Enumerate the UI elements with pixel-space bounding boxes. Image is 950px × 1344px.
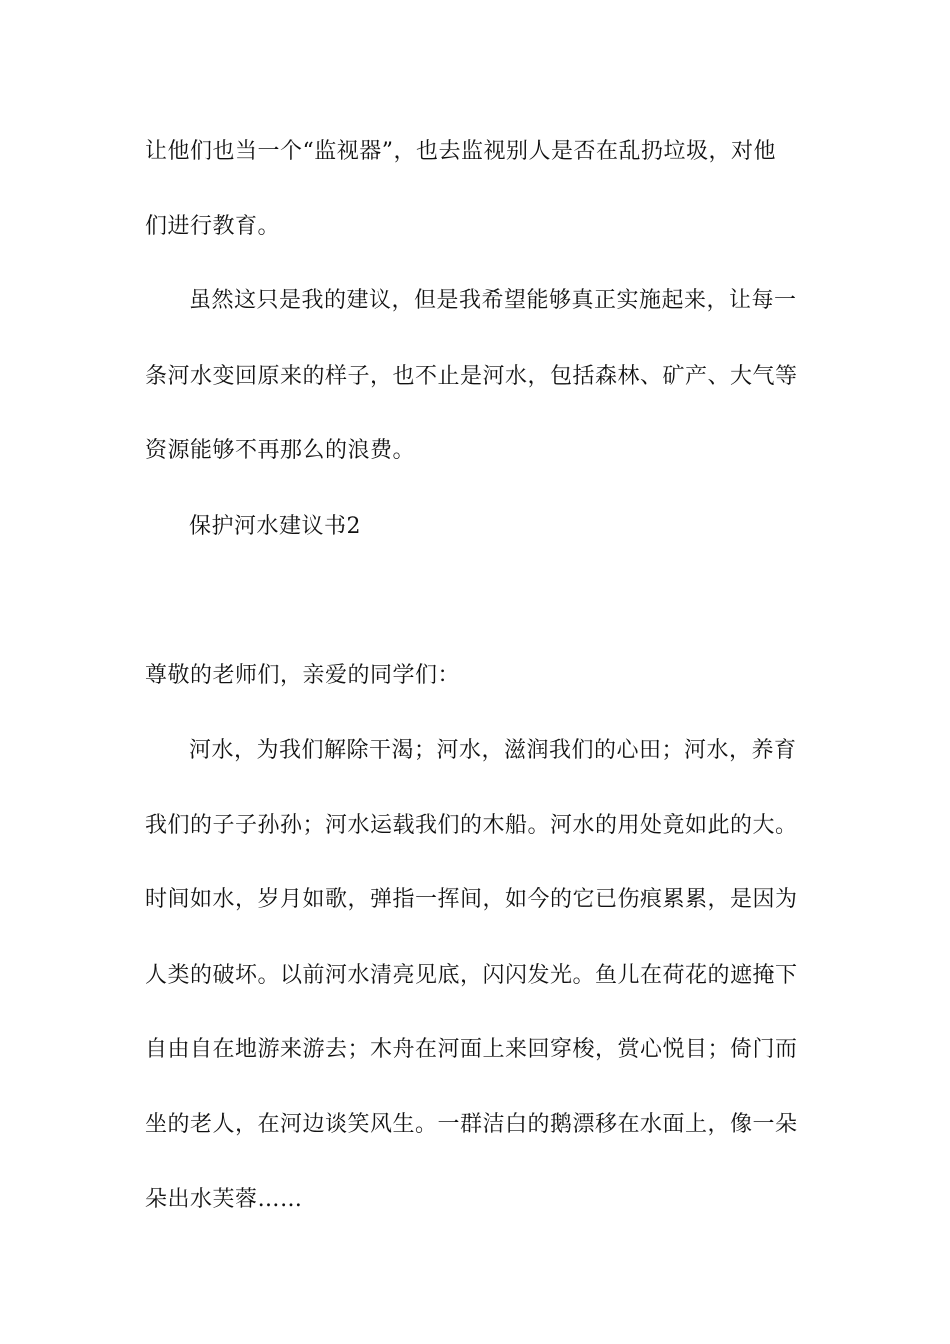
paragraph-line: 我们的子子孙孙；河水运载我们的木船。河水的用处竟如此的大。 — [145, 813, 798, 838]
paragraph-line: 虽然这只是我的建议，但是我希望能够真正实施起来，让每一 — [189, 288, 797, 313]
paragraph-line: 们进行教育。 — [145, 214, 281, 239]
paragraph-line: 让他们也当一个“监视器”，也去监视别人是否在乱扔垃圾，对他 — [145, 139, 776, 164]
paragraph-line: 人类的破坏。以前河水清亮见底，闪闪发光。鱼儿在荷花的遮掩下 — [145, 963, 798, 988]
paragraph-line: 河水，为我们解除干渴；河水，滋润我们的心田；河水，养育 — [189, 738, 797, 763]
paragraph-line: 坐的老人，在河边谈笑风生。一群洁白的鹅漂移在水面上，像一朵 — [145, 1112, 798, 1137]
paragraph-line: 时间如水，岁月如歌，弹指一挥间，如今的它已伤痕累累，是因为 — [145, 887, 798, 912]
salutation: 尊敬的老师们，亲爱的同学们： — [145, 663, 461, 688]
paragraph-line: 条河水变回原来的样子，也不止是河水，包括森林、矿产、大气等 — [145, 364, 798, 389]
paragraph-line: 朵出水芙蓉…… — [145, 1187, 303, 1212]
section-title: 保护河水建议书2 — [189, 514, 361, 539]
paragraph-line: 资源能够不再那么的浪费。 — [145, 438, 416, 463]
paragraph-line: 自由自在地游来游去；木舟在河面上来回穿梭，赏心悦目；倚门而 — [145, 1037, 798, 1062]
